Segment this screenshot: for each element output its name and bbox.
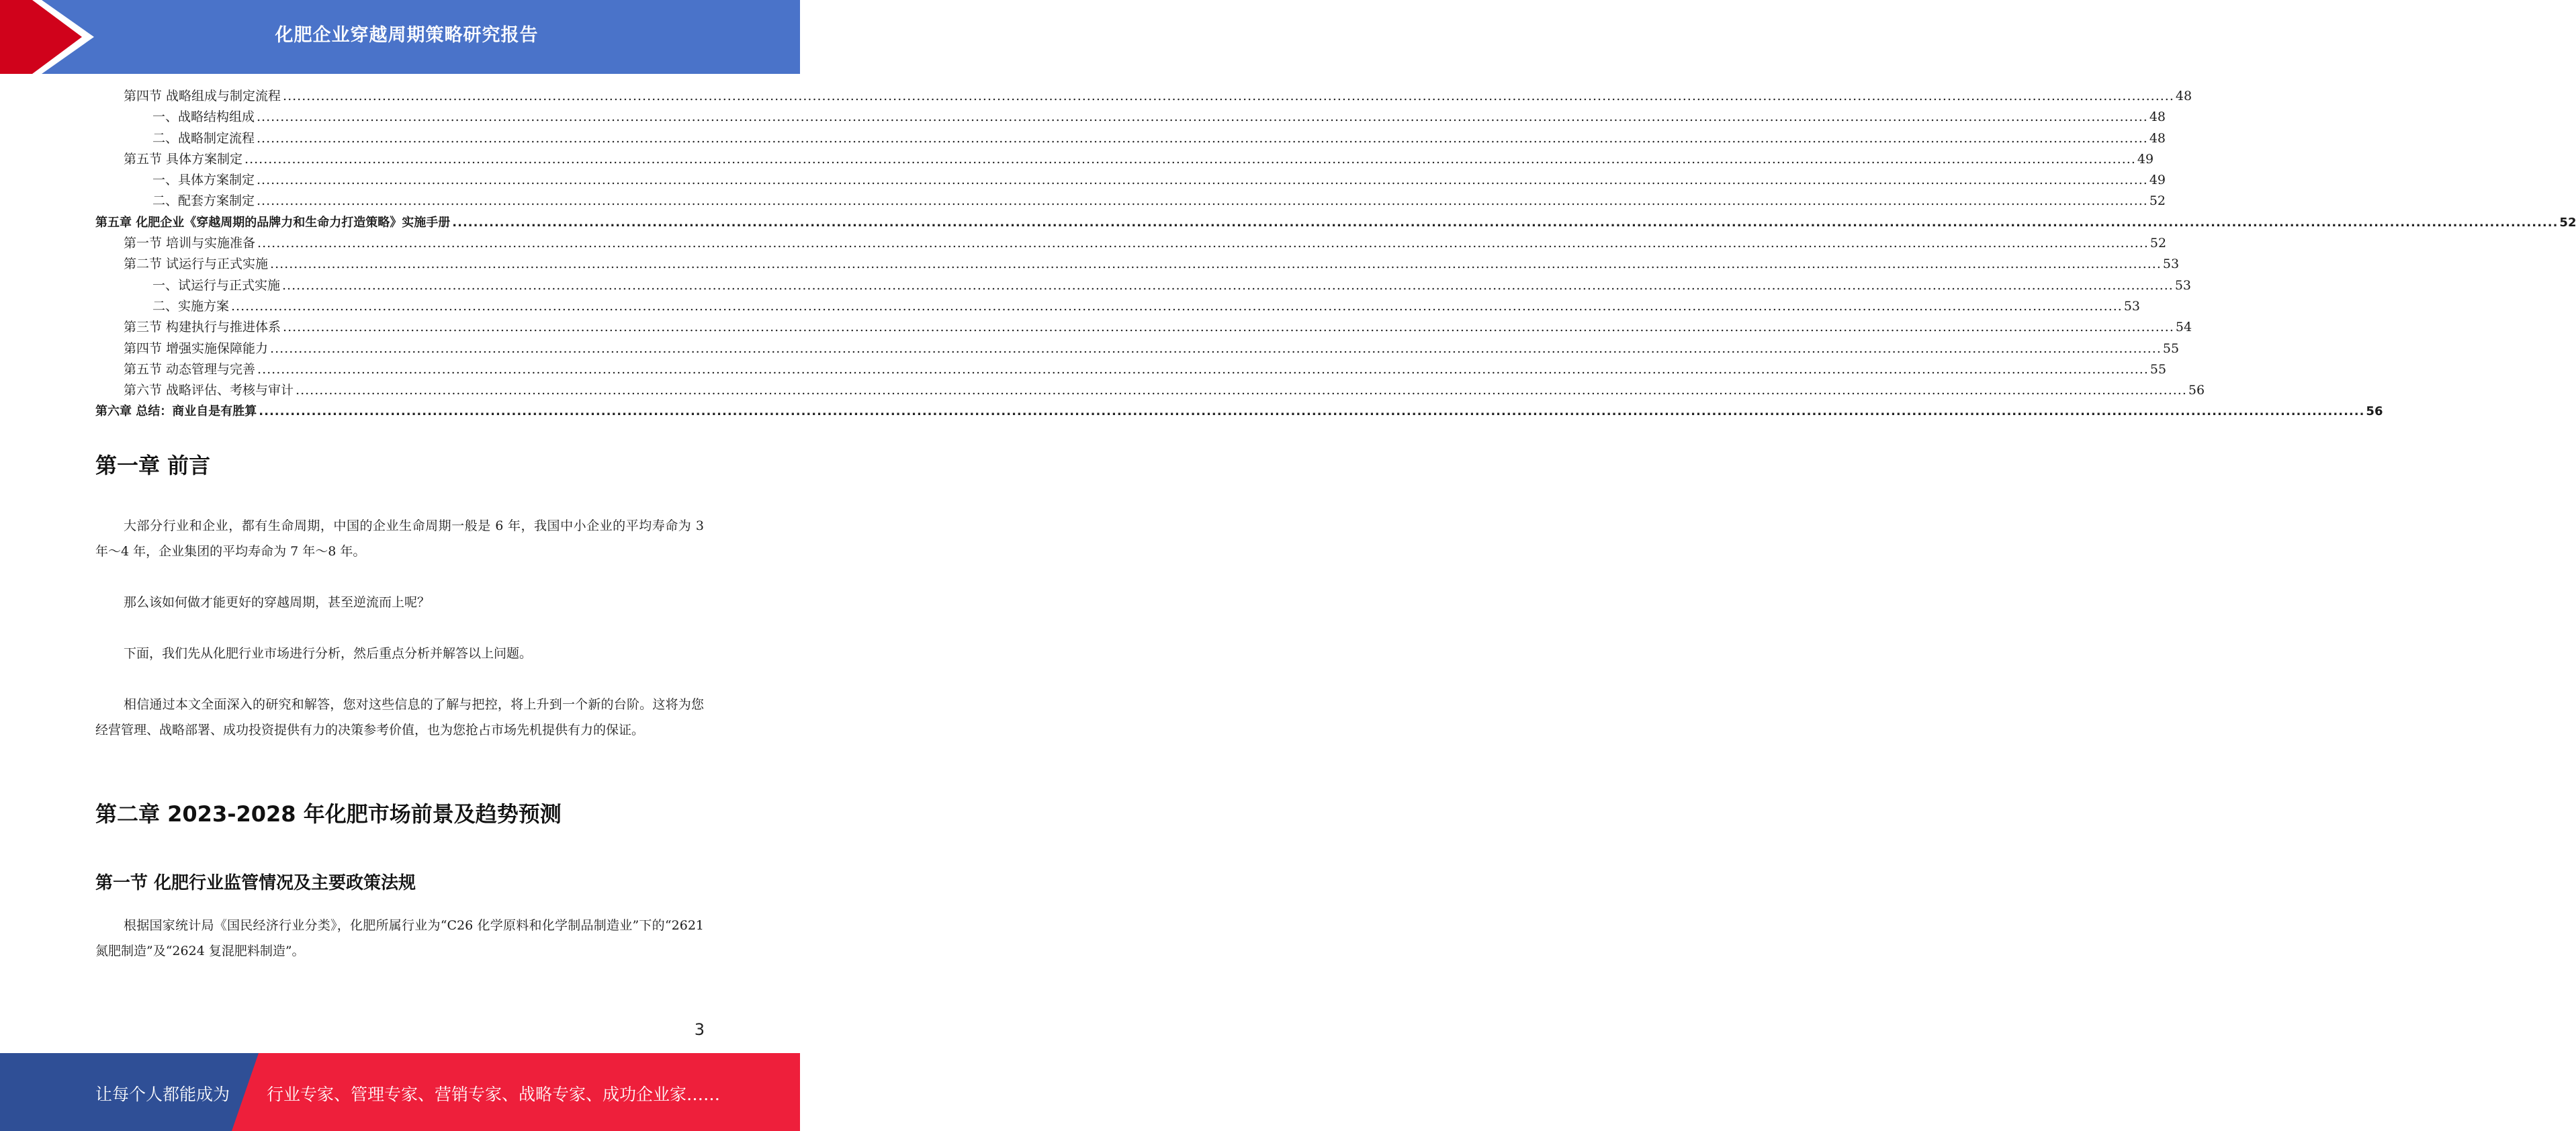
toc-entry-label: 第五节 动态管理与完善 [124, 361, 256, 377]
toc-entry-page: 53 [2174, 277, 2192, 293]
toc-entry[interactable] [95, 359, 2167, 380]
toc-entry[interactable] [95, 317, 2192, 338]
toc-entry[interactable] [95, 212, 2576, 233]
page-footer [0, 1053, 800, 1131]
toc-entry-page: 49 [2149, 173, 2166, 188]
table-of-contents [95, 86, 2576, 422]
toc-leader-dots: ................................................................................................................................................................................................................................................................................................................................................................................................................ [270, 257, 2162, 272]
toc-entry[interactable] [95, 107, 2166, 128]
toc-leader-dots: ................................................................................................................................................................................................................................................................................................................................................................................................................ [257, 193, 2148, 209]
toc-entry-label: 第三节 构建执行与推进体系 [124, 320, 281, 335]
toc-leader-dots: ................................................................................................................................................................................................................................................................................................................................................................................................................ [270, 341, 2162, 356]
toc-entry-page: 52 [2149, 236, 2167, 251]
toc-entry[interactable] [95, 338, 2180, 359]
toc-entry[interactable] [95, 170, 2166, 191]
toc-leader-dots: ................................................................................................................................................................................................................................................................................................................................................................................................................ [259, 404, 2365, 419]
toc-leader-dots: ................................................................................................................................................................................................................................................................................................................................................................................................................ [257, 361, 2149, 377]
toc-entry-label: 第五节 具体方案制定 [124, 151, 243, 167]
report-title: 化肥企业穿越周期策略研究报告 [275, 25, 539, 46]
chapter-1-paragraph: 大部分行业和企业，都有生命周期，中国的企业生命周期一般是 6 年，我国中小企业的平均寿命为 3 年～4 年，企业集团的平均寿命为 7 年～8 年。 [95, 518, 704, 559]
toc-entry-label: 二、战略制定流程 [152, 130, 255, 146]
toc-entry[interactable] [95, 401, 2383, 422]
toc-leader-dots: ................................................................................................................................................................................................................................................................................................................................................................................................................ [283, 320, 2174, 335]
toc-leader-dots: ................................................................................................................................................................................................................................................................................................................................................................................................................ [257, 173, 2148, 188]
toc-entry-page: 56 [2366, 404, 2383, 419]
toc-entry[interactable] [95, 191, 2166, 212]
toc-entry-page: 55 [2162, 341, 2180, 356]
page-number: 3 [694, 1020, 705, 1039]
chapter-2-title: 第二章 2023-2028 年化肥市场前景及趋势预测 [95, 801, 562, 827]
toc-entry[interactable] [95, 296, 2141, 317]
toc-entry[interactable] [95, 86, 2192, 107]
toc-entry[interactable] [95, 380, 2205, 401]
toc-entry-page: 49 [2137, 151, 2154, 167]
toc-entry-label: 二、实施方案 [152, 298, 230, 314]
toc-entry-page: 56 [2188, 383, 2205, 398]
footer-slogan-right: 行业专家、管理专家、营销专家、战略专家、成功企业家…… [267, 1085, 721, 1104]
toc-entry[interactable] [95, 275, 2192, 296]
chapter-1-paragraph: 下面，我们先从化肥行业市场进行分析，然后重点分析并解答以上问题。 [124, 646, 533, 661]
toc-entry-label: 第五章 化肥企业《穿越周期的品牌力和生命力打造策略》实施手册 [95, 215, 451, 230]
toc-entry-label: 第六章 总结：商业自是有胜算 [95, 404, 257, 419]
section-1-paragraph: 根据国家统计局《国民经济行业分类》，化肥所属行业为“C26 化学原料和化学制品制造业”下的“2621 氮肥制造”及“2624 复混肥料制造”。 [95, 918, 704, 958]
toc-entry[interactable] [95, 128, 2166, 149]
toc-leader-dots: ................................................................................................................................................................................................................................................................................................................................................................................................................ [257, 130, 2148, 146]
toc-entry-page: 53 [2162, 257, 2180, 272]
toc-entry-label: 第六节 战略评估、考核与审计 [124, 383, 294, 398]
toc-entry-label: 第一节 培训与实施准备 [124, 236, 256, 251]
chapter-1-paragraph: 那么该如何做才能更好的穿越周期，甚至逆流而上呢？ [124, 595, 431, 610]
toc-leader-dots: ................................................................................................................................................................................................................................................................................................................................................................................................................ [282, 277, 2174, 293]
page-header [0, 0, 800, 74]
toc-leader-dots: ................................................................................................................................................................................................................................................................................................................................................................................................................ [257, 109, 2148, 125]
toc-entry-label: 一、具体方案制定 [152, 173, 255, 188]
toc-entry-label: 第二节 试运行与正式实施 [124, 257, 269, 272]
toc-entry-page: 54 [2175, 320, 2192, 335]
footer-slogan-left: 让每个人都能成为 [95, 1085, 230, 1104]
toc-entry-page: 48 [2175, 89, 2192, 103]
toc-entry-page: 48 [2149, 130, 2166, 146]
toc-entry[interactable] [95, 233, 2167, 254]
toc-entry-label: 二、配套方案制定 [152, 193, 255, 209]
chapter-1-paragraph: 相信通过本文全面深入的研究和解答，您对这些信息的了解与把控，将上升到一个新的台阶。这将为您经营管理、战略部署、成功投资提供有力的决策参考价值，也为您抢占市场先机提供有力的保证。 [95, 697, 704, 737]
chapter-1-title: 第一章 前言 [95, 453, 211, 478]
toc-leader-dots: ................................................................................................................................................................................................................................................................................................................................................................................................................ [283, 89, 2174, 103]
toc-leader-dots: ................................................................................................................................................................................................................................................................................................................................................................................................................ [231, 298, 2123, 314]
toc-entry-page: 52 [2149, 193, 2166, 209]
toc-entry-page: 53 [2123, 298, 2141, 314]
toc-leader-dots: ................................................................................................................................................................................................................................................................................................................................................................................................................ [245, 151, 2136, 167]
toc-entry-label: 一、试运行与正式实施 [152, 277, 281, 293]
toc-entry[interactable] [95, 149, 2154, 170]
toc-leader-dots: ................................................................................................................................................................................................................................................................................................................................................................................................................ [257, 236, 2149, 251]
toc-entry-page: 55 [2149, 361, 2167, 377]
toc-entry-label: 第四节 增强实施保障能力 [124, 341, 269, 356]
toc-entry[interactable] [95, 254, 2180, 275]
toc-leader-dots: ................................................................................................................................................................................................................................................................................................................................................................................................................ [452, 215, 2559, 230]
toc-entry-label: 第四节 战略组成与制定流程 [124, 89, 281, 103]
section-1-title: 第一节 化肥行业监管情况及主要政策法规 [95, 873, 416, 893]
toc-entry-page: 52 [2559, 215, 2576, 230]
toc-entry-label: 一、战略结构组成 [152, 109, 255, 125]
toc-entry-page: 48 [2149, 109, 2166, 125]
toc-leader-dots: ................................................................................................................................................................................................................................................................................................................................................................................................................ [296, 383, 2187, 398]
